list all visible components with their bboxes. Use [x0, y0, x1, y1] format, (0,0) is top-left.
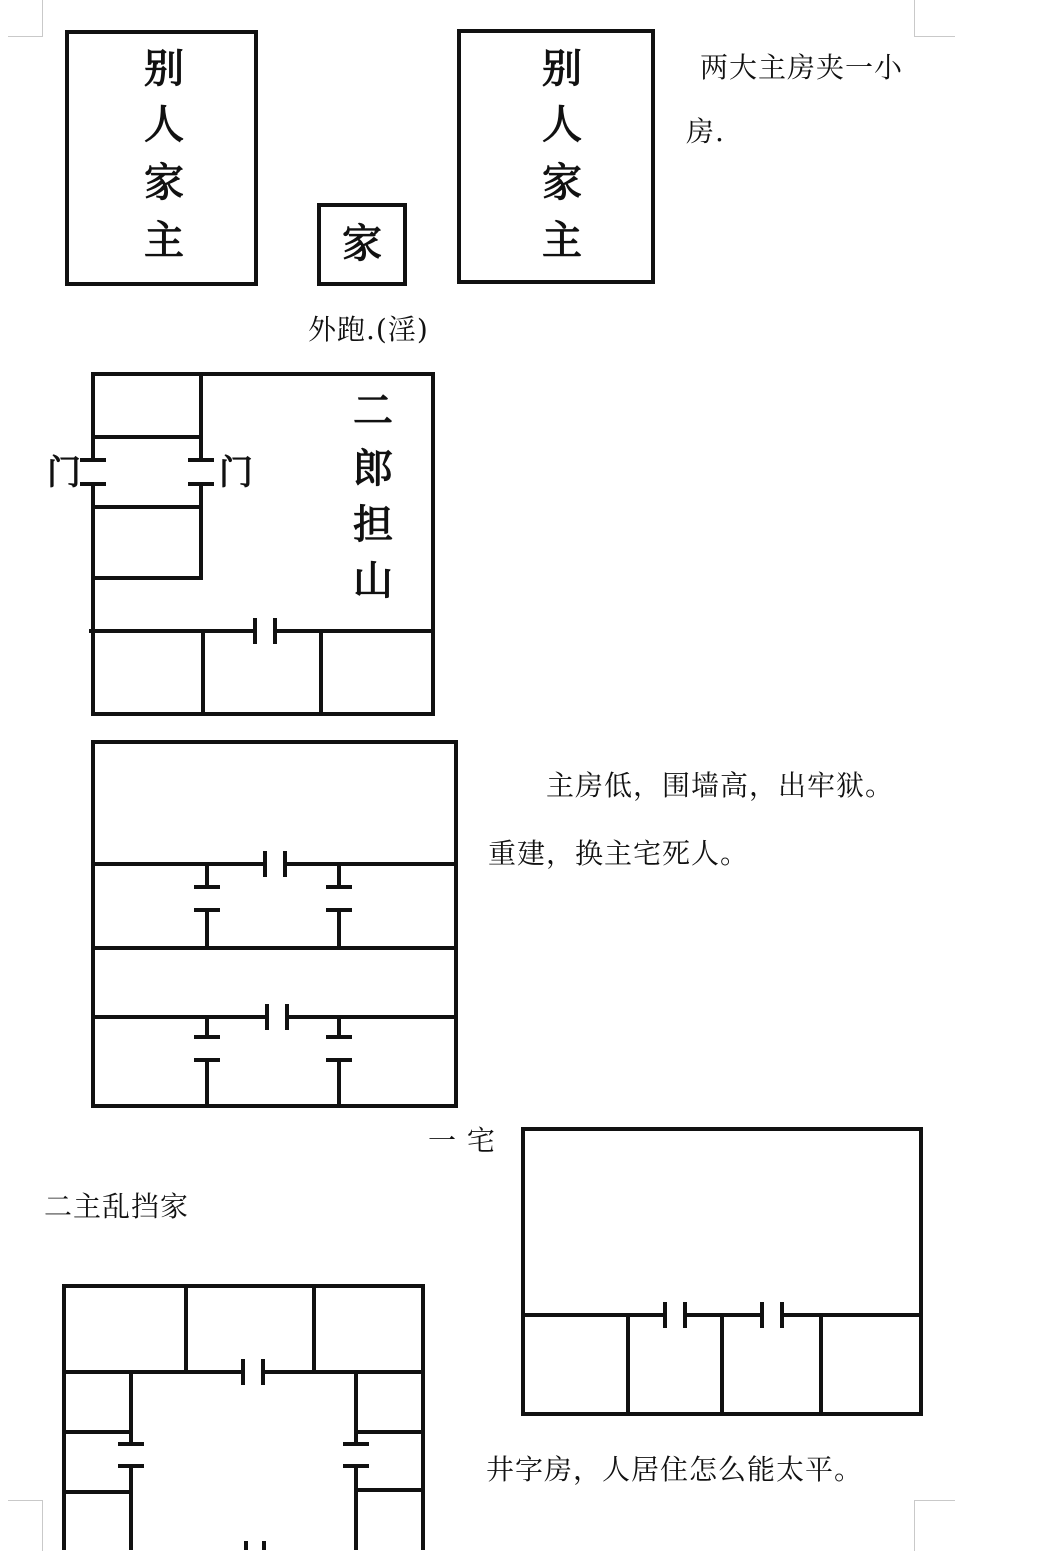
fig2-plan — [47, 374, 433, 714]
fig2-title-char-2: 郎 — [353, 445, 393, 492]
fig5-plan — [64, 1286, 423, 1550]
door-label-right: 门 — [219, 453, 253, 493]
fig3-note-line1: 主房低，围墙高，出牢狱。 — [546, 769, 895, 802]
fig1-note-line2: 房. — [686, 115, 725, 148]
left-house-char-4: 主 — [144, 217, 184, 264]
fig2-title-char-4: 山 — [353, 557, 393, 604]
fig4-caption: 二主乱挡家 — [44, 1190, 190, 1223]
fig4-label: 一 宅 — [428, 1124, 496, 1157]
fig3-note-line2: 重建，换主宅死人。 — [488, 837, 750, 870]
fig1-caption: 外跑.(淫) — [308, 313, 429, 346]
fig2-title-char-3: 担 — [353, 501, 393, 548]
right-house-char-2: 人 — [542, 101, 582, 148]
left-house-char-3: 家 — [144, 159, 184, 206]
small-house-char: 家 — [342, 220, 382, 267]
right-house-char-1: 别 — [542, 45, 582, 92]
door-label-left: 门 — [47, 453, 81, 493]
fig4-plan — [523, 1129, 921, 1414]
fig5-note: 井字房，人居住怎么能太平。 — [486, 1453, 864, 1486]
fig1-note-line1: 两大主房夹一小 — [700, 51, 904, 84]
fig1-plan — [67, 31, 653, 284]
fig2-title-char-1: 二 — [353, 387, 393, 434]
right-house-char-3: 家 — [542, 159, 582, 206]
left-house-char-1: 别 — [144, 45, 184, 92]
right-house-char-4: 主 — [542, 217, 582, 264]
left-house-char-2: 人 — [144, 101, 184, 148]
fig3-plan — [93, 742, 456, 1106]
